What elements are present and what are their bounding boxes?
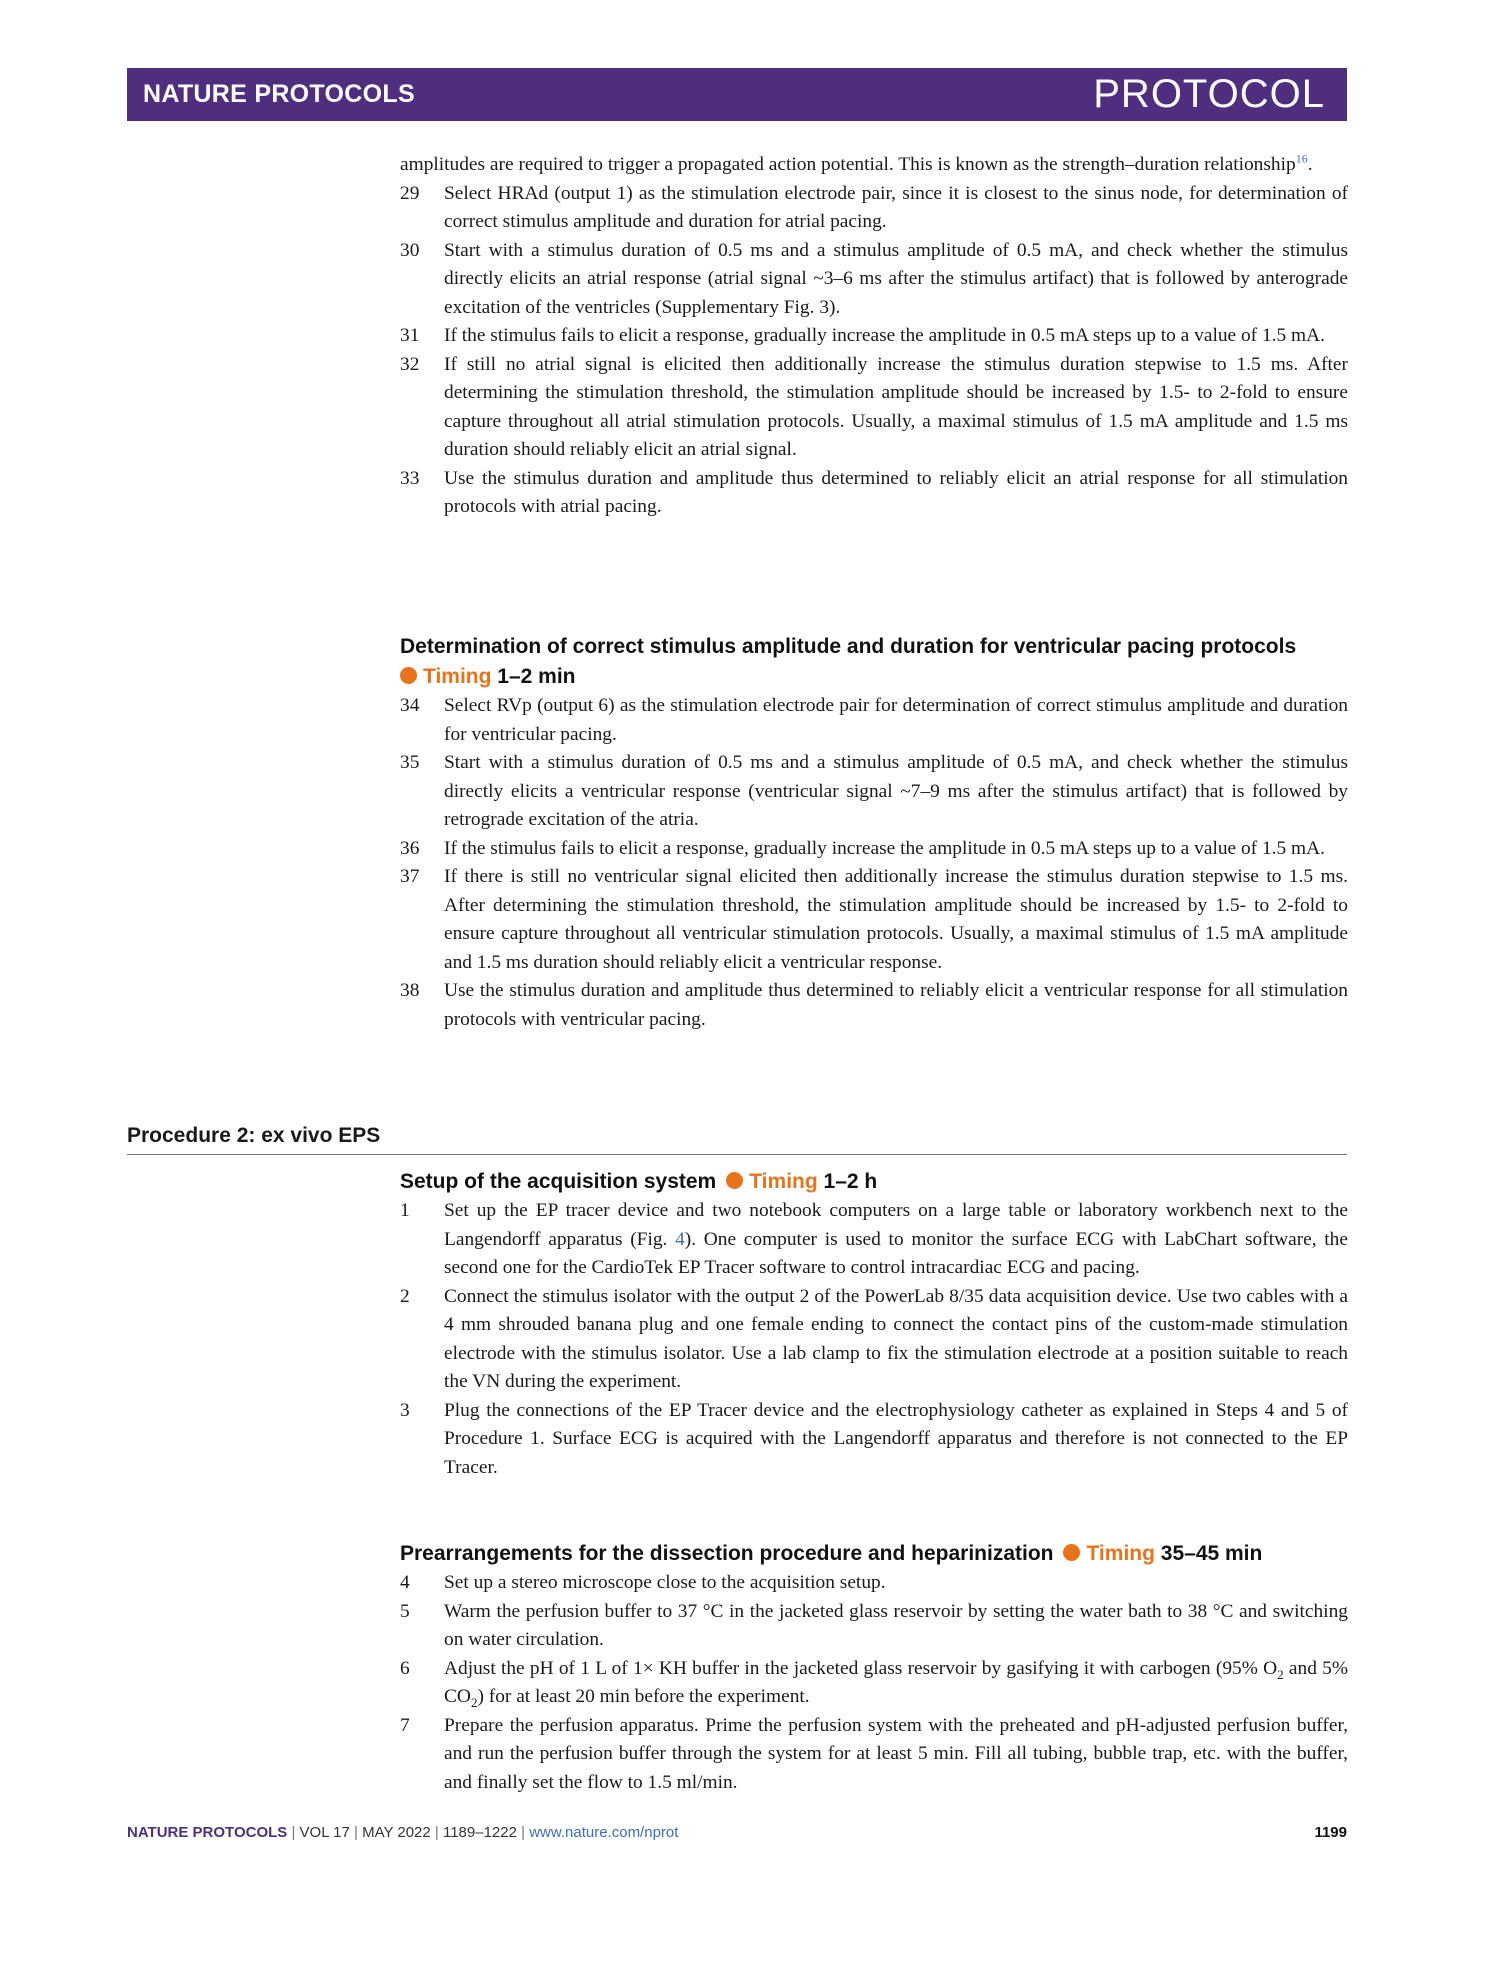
step-text: Select HRAd (output 1) as the stimulation electrode pair, since it is closest to the sinus node, for determination of correct stimulus amplitude and duration for atrial pacing. <box>444 182 1348 232</box>
step-38 <box>400 977 1348 1034</box>
step-number: 33 <box>400 467 420 489</box>
step-number: 6 <box>400 1657 410 1679</box>
step-number: 29 <box>400 182 420 204</box>
ventricular-section <box>400 632 1348 1034</box>
step-number: 30 <box>400 239 420 261</box>
step-number: 7 <box>400 1714 410 1736</box>
ventricular-heading: Determination of correct stimulus amplitude and duration for ventricular pacing protocols <box>400 635 1297 658</box>
step-text: Use the stimulus duration and amplitude thus determined to reliably elicit a ventricular response for all stimulation protocols with ventricular pacing. <box>444 980 1348 1030</box>
step-text: If there is still no ventricular signal elicited then additionally increase the stimulus duration stepwise to 1.5 ms. After determining the stimulation threshold, the stimulation amplitude should be increased by 1.5- to 2-fold to ensure capture throughout all ventricular stimulation protocols. Usually, a maximal stimulus of 1.5 mA amplitude and 1.5 ms duration should reliably elicit a ventricular response. <box>444 866 1348 973</box>
step-number: 2 <box>400 1285 410 1307</box>
step-35 <box>400 749 1348 835</box>
step-32 <box>400 351 1348 465</box>
step-37 <box>400 863 1348 977</box>
step-text: If the stimulus fails to elicit a response, gradually increase the amplitude in 0.5 mA steps up to a value of 1.5 mA. <box>444 325 1325 346</box>
step-30 <box>400 237 1348 323</box>
ventricular-timing: Timing 1–2 min <box>396 662 1348 692</box>
timing-dot-icon <box>400 667 417 684</box>
step-text: If the stimulus fails to elicit a response, gradually increase the amplitude in 0.5 mA steps up to a value of 1.5 mA. <box>444 837 1325 859</box>
step-36 <box>400 835 1348 864</box>
procedure-2-heading: Procedure 2: ex vivo EPS <box>127 1124 1347 1155</box>
step-number: 37 <box>400 866 420 887</box>
setup-section <box>400 1167 1348 1482</box>
step-text: If still no atrial signal is elicited then additionally increase the stimulus duration stepwise to 1.5 ms. After determining the stimulation threshold, the stimulation amplitude should be increased by 1.5- to 2-fold to ensure capture throughout all atrial stimulation protocols. Usually, a maximal stimulus of 1.5 mA amplitude and 1.5 ms duration should reliably elicit an atrial signal. <box>444 353 1348 460</box>
step-34 <box>400 692 1348 749</box>
setup-step-3 <box>400 1397 1348 1483</box>
page-number: 1199 <box>1314 1824 1347 1841</box>
step-text: Warm the perfusion buffer to 37 °C in the jacketed glass reservoir by setting the water bath to 38 °C and switching on water circulation. <box>444 1600 1348 1650</box>
setup-heading: Setup of the acquisition system Timing 1–2 h <box>400 1170 878 1193</box>
prearrangements-section <box>400 1539 1348 1797</box>
step-text: Start with a stimulus duration of 0.5 ms and a stimulus amplitude of 0.5 mA, and check whether the stimulus directly elicits a ventricular response (ventricular signal ~7–9 ms after the stimulus artifact) that is followed by retrograde excitation of the atria. <box>444 752 1348 830</box>
step-number: 31 <box>400 325 420 346</box>
step-31 <box>400 322 1348 351</box>
journal-url-link[interactable]: www.nature.com/nprot <box>529 1824 679 1841</box>
intro-paragraph: amplitudes are required to trigger a propagated action potential. This is known as the strength–duration relationship$^{16}$. <box>400 151 1313 175</box>
step-number: 32 <box>400 353 420 375</box>
step-text: Connect the stimulus isolator with the output 2 of the PowerLab 8/35 data acquisition device. Use two cables with a 4 mm shrouded banana plug and one female ending to connect the contact pins of the custom-made stimulation electrode with the stimulus isolator. Use a lab clamp to fix the stimulation electrode at a position suitable to reach the VN during the experiment. <box>444 1285 1348 1392</box>
prearr-step-7 <box>400 1712 1348 1798</box>
step-number: 4 <box>400 1572 410 1593</box>
article-type: PROTOCOL <box>1093 72 1325 116</box>
citation-link[interactable]: 16 <box>1295 151 1308 166</box>
journal-banner <box>127 68 1347 121</box>
setup-step-2 <box>400 1283 1348 1397</box>
step-number: 34 <box>400 695 420 716</box>
step-number: 36 <box>400 837 420 859</box>
atrial-section <box>400 151 1348 522</box>
journal-name: NATURE PROTOCOLS <box>143 80 415 108</box>
step-29 <box>400 180 1348 237</box>
setup-step-1: 1 Set up the EP tracer device and two notebook computers on a large table or laboratory workbench next to the Langendorff apparatus (Fig. 4). One computer is used to monitor the surface ECG with LabChart software, the second one for the CardioTek EP Tracer software to control intracardiac ECG and pacing. <box>400 1197 1348 1283</box>
prearr-step-5 <box>400 1598 1348 1655</box>
step-number: 5 <box>400 1600 410 1622</box>
prearr-step-4 <box>400 1569 1348 1598</box>
timing-dot-icon <box>1063 1544 1080 1561</box>
step-number: 3 <box>400 1399 410 1421</box>
step-text: Start with a stimulus duration of 0.5 ms and a stimulus amplitude of 0.5 mA, and check whether the stimulus directly elicits an atrial response (atrial signal ~3–6 ms after the stimulus artifact) that is followed by anterograde excitation of the ventricles (Supplementary Fig. 3). <box>444 239 1348 318</box>
footer-citation: NATURE PROTOCOLS | VOL 17 | MAY 2022 | 1189–1222 | www.nature.com/nprot <box>127 1824 679 1841</box>
step-text: Use the stimulus duration and amplitude thus determined to reliably elicit an atrial response for all stimulation protocols with atrial pacing. <box>444 467 1348 517</box>
prearr-step-6: 6 Adjust the pH of 1 L of 1× KH buffer in the jacketed glass reservoir by gasifying it with carbogen (95% $O_2$ and 5% $CO_2$) for at least 20 min before the experiment. <box>400 1655 1348 1712</box>
timing-dot-icon <box>726 1172 743 1189</box>
step-number: 35 <box>400 752 420 773</box>
step-number: 1 <box>400 1200 410 1221</box>
figure-link[interactable]: 4 <box>675 1228 685 1250</box>
step-text: Set up a stereo microscope close to the acquisition setup. <box>444 1572 886 1593</box>
prearrangements-heading: Prearrangements for the dissection procedure and heparinization Timing 35–45 min <box>400 1542 1263 1565</box>
step-number: 38 <box>400 980 420 1001</box>
page-footer <box>127 1824 1347 1841</box>
step-text: Prepare the perfusion apparatus. Prime the perfusion system with the preheated and pH-adjusted perfusion buffer, and run the perfusion buffer through the system for at least 5 min. Fill all tubing, bubble trap, etc. with the buffer, and finally set the flow to 1.5 ml/min. <box>444 1714 1348 1793</box>
step-text: Plug the connections of the EP Tracer device and the electrophysiology catheter as explained in Steps 4 and 5 of Procedure 1. Surface ECG is acquired with the Langendorff apparatus and therefore is not connected to the EP Tracer. <box>444 1399 1348 1478</box>
step-text: Select RVp (output 6) as the stimulation electrode pair for determination of correct stimulus amplitude and duration for ventricular pacing. <box>444 695 1348 745</box>
step-33 <box>400 465 1348 522</box>
